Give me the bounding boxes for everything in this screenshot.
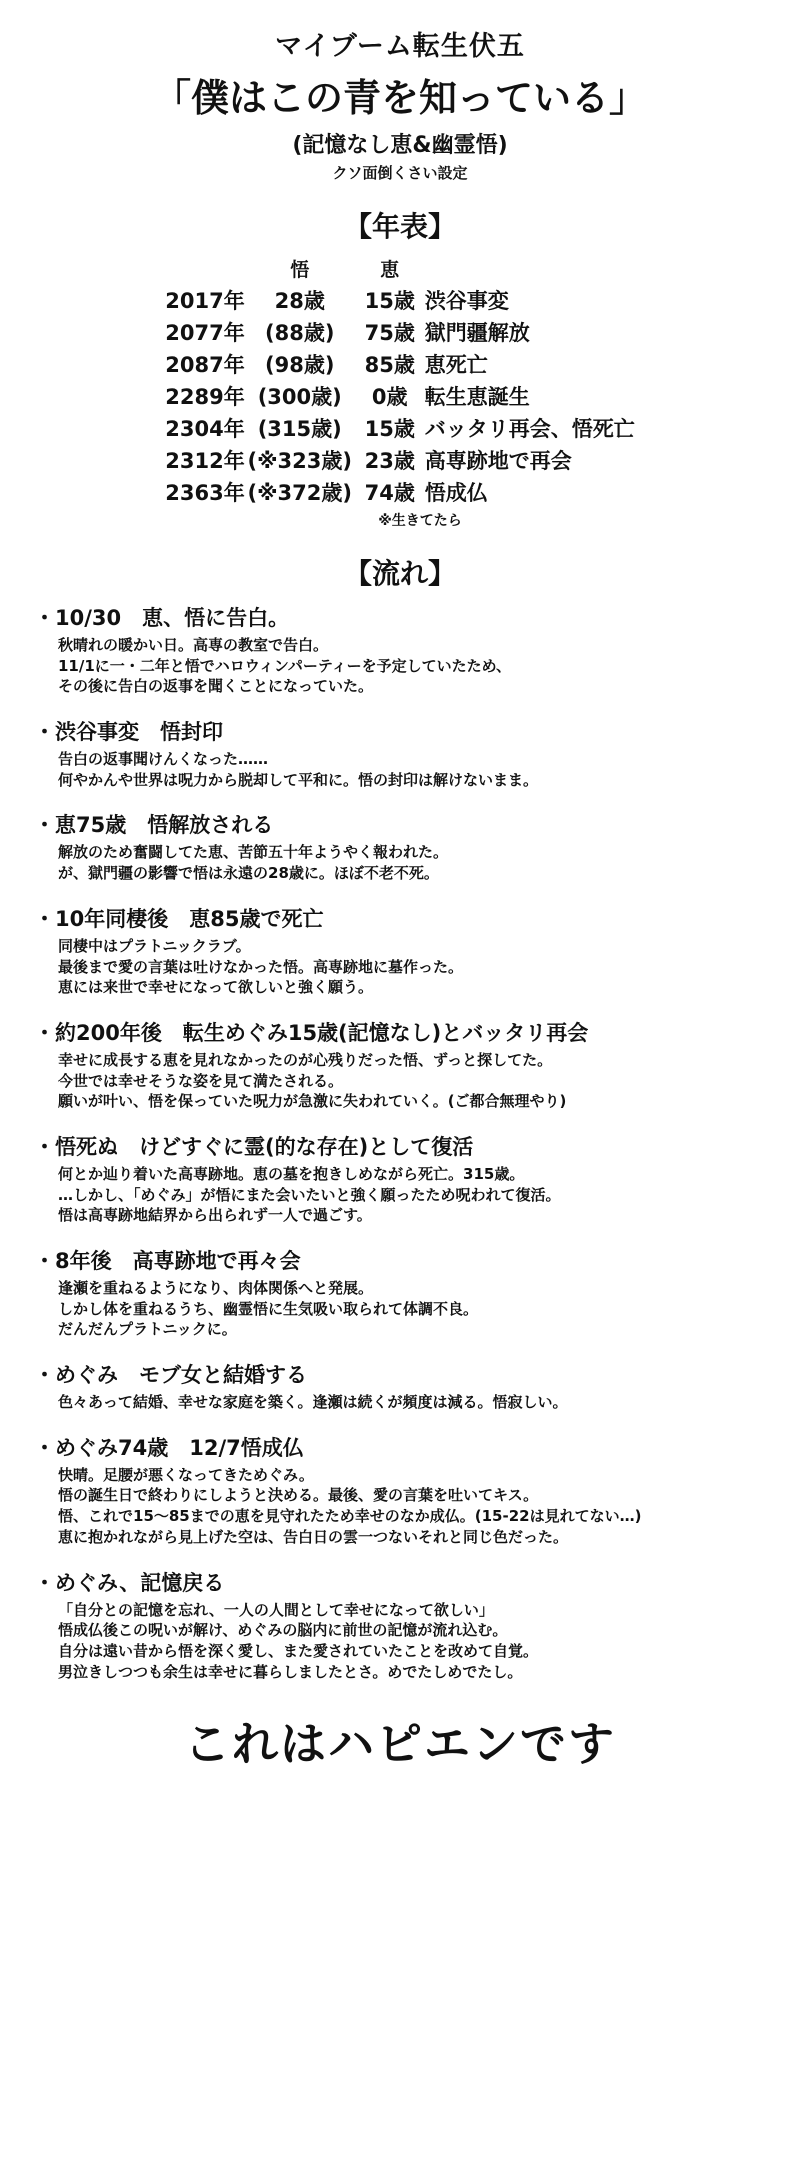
timeline-megumi-age: 75歳 bbox=[364, 321, 415, 345]
flow-entry-line: 告白の返事聞けんくなった…… bbox=[58, 750, 269, 769]
flow-entry-line: が、獄門疆の影響で悟は永遠の28歳に。ほぼ不老不死。 bbox=[58, 864, 439, 883]
flow-entry-heading: ・めぐみ74歳 12/7悟成仏 bbox=[34, 1435, 304, 1460]
flow-entry-heading: ・8年後 高専跡地で再々会 bbox=[34, 1249, 301, 1273]
flow-entry-line: 悟は高専跡地結界から出られず一人で過ごす。 bbox=[58, 1206, 372, 1225]
flow-entry-line: 解放のため奮闘してた恵、苦節五十年ようやく報われた。 bbox=[58, 843, 449, 862]
flow-entry-body bbox=[28, 1278, 772, 1340]
flow-entry-line: 悟成仏後この呪いが解け、めぐみの脳内に前世の記憶が流れ込む。 bbox=[58, 1621, 508, 1640]
timeline-megumi-age: 74歳 bbox=[364, 481, 415, 505]
timeline-year: 2304年 bbox=[165, 417, 245, 441]
timeline-wrapper bbox=[28, 255, 772, 508]
header-subtitle: マイブーム転生伏五 bbox=[275, 31, 525, 62]
timeline-body bbox=[165, 284, 634, 508]
table-row bbox=[165, 412, 634, 444]
timeline-col-year-header bbox=[165, 255, 244, 284]
table-row bbox=[165, 348, 634, 380]
timeline-megumi-age: 23歳 bbox=[364, 449, 415, 473]
flow-entry-line: 男泣きしつつも余生は幸せに暮らしましたとさ。めでたしめでたし。 bbox=[58, 1662, 523, 1681]
flow-entry-line: その後に告白の返事を聞くことになっていた。 bbox=[58, 677, 374, 696]
timeline-head bbox=[165, 255, 634, 284]
list-item bbox=[28, 1017, 772, 1112]
list-item bbox=[28, 903, 772, 998]
table-row bbox=[165, 316, 634, 348]
flow-entry-line: 悟の誕生日で終わりにしようと決める。最後、愛の言葉を吐いてキス。 bbox=[58, 1486, 539, 1505]
flow-entry-body bbox=[28, 749, 772, 790]
flow-entry-body bbox=[28, 1164, 772, 1226]
flow-entry-heading: ・10年同棲後 恵85歳で死亡 bbox=[34, 906, 324, 931]
flow-entry-body bbox=[28, 936, 772, 998]
flow-entry-line: 快晴。足腰が悪くなってきためぐみ。 bbox=[58, 1465, 314, 1484]
timeline-footnote: ※生きてたら bbox=[378, 513, 462, 529]
timeline-satoru-age: (315歳) bbox=[257, 417, 342, 441]
table-row bbox=[165, 380, 634, 412]
flow-entry-line: 幸せに成長する恵を見れなかったのが心残りだった悟、ずっと探してた。 bbox=[58, 1050, 553, 1069]
timeline-event: 恵死亡 bbox=[424, 353, 488, 377]
timeline-megumi-age: 85歳 bbox=[364, 353, 415, 377]
flow-entry-line: 色々あって結婚、幸せな家庭を築く。逢瀬は続くが頻度は減る。悟寂しい。 bbox=[58, 1393, 568, 1412]
list-item bbox=[28, 1567, 772, 1683]
timeline-satoru-age: (※323歳) bbox=[247, 449, 352, 473]
flow-entry-heading: ・渋谷事変 悟封印 bbox=[34, 720, 223, 745]
timeline-section-title: 【年表】 bbox=[343, 210, 456, 243]
flow-entry-heading: ・10/30 恵、悟に告白。 bbox=[34, 606, 290, 630]
list-item bbox=[28, 602, 772, 697]
flow-entry-heading: ・約200年後 転生めぐみ15歳(記憶なし)とバッタリ再会 bbox=[34, 1020, 589, 1045]
timeline-col-event-header bbox=[425, 255, 635, 284]
timeline-satoru-age: (300歳) bbox=[257, 385, 342, 409]
table-row bbox=[165, 284, 634, 316]
flow-entry-heading: ・悟死ぬ けどすぐに霊(的な存在)として復活 bbox=[34, 1134, 474, 1159]
timeline-satoru-age: 28歳 bbox=[274, 289, 325, 313]
timeline-megumi-age: 15歳 bbox=[364, 417, 415, 441]
timeline-event: 獄門疆解放 bbox=[424, 321, 530, 345]
list-item bbox=[28, 1359, 772, 1413]
list-item bbox=[28, 1432, 772, 1548]
flow-entry-line: 同棲中はプラトニックラブ。 bbox=[58, 936, 251, 955]
timeline-col-satoru-header: 悟 bbox=[290, 259, 310, 281]
timeline-year: 2077年 bbox=[165, 321, 245, 345]
timeline-event: 悟成仏 bbox=[424, 481, 488, 505]
flow-entry-line: 今世では幸せそうな姿を見て満たされる。 bbox=[58, 1071, 344, 1090]
flow-entry-body bbox=[28, 1050, 772, 1112]
timeline-col-megumi-header: 恵 bbox=[380, 259, 400, 281]
table-row bbox=[165, 476, 634, 508]
header-characters: (記憶なし恵&幽霊悟) bbox=[292, 133, 508, 158]
header-note: クソ面倒くさい設定 bbox=[332, 164, 468, 182]
timeline-megumi-age: 0歳 bbox=[371, 385, 408, 409]
timeline-year: 2289年 bbox=[165, 385, 245, 409]
timeline-year: 2363年 bbox=[165, 481, 245, 505]
list-item bbox=[28, 1131, 772, 1226]
list-item bbox=[28, 1245, 772, 1340]
timeline-year: 2017年 bbox=[165, 289, 245, 313]
flow-entry-line: 最後まで愛の言葉は吐けなかった悟。高専跡地に墓作った。 bbox=[58, 957, 464, 976]
flow-entry-body bbox=[28, 1600, 772, 1683]
flow-entry-line: 自分は遠い昔から悟を深く愛し、また愛されていたことを改めて自覚。 bbox=[58, 1641, 539, 1660]
flow-entry-body bbox=[28, 1465, 772, 1548]
flow-section-title: 【流れ】 bbox=[343, 557, 456, 590]
timeline-header-row bbox=[165, 255, 634, 284]
flow-entry-line: 逢瀬を重ねるようになり、肉体関係へと発展。 bbox=[58, 1279, 374, 1297]
flow-entry-line: 恵に抱かれながら見上げた空は、告白日の雲一つないそれと同じ色だった。 bbox=[58, 1527, 569, 1546]
timeline-satoru-age: (98歳) bbox=[265, 353, 335, 377]
flow-entry-body bbox=[28, 1392, 772, 1413]
flow-entry-line: だんだんプラトニックに。 bbox=[58, 1320, 237, 1339]
flow-entry-line: しかし体を重ねるうち、幽霊悟に生気吸い取られて体調不良。 bbox=[58, 1299, 479, 1318]
flow-entry-line: 「自分との記憶を忘れ、一人の人間として幸せになって欲しい」 bbox=[58, 1600, 494, 1619]
timeline-event: 渋谷事変 bbox=[424, 289, 509, 313]
flow-entry-line: 11/1に一・二年と悟でハロウィンパーティーを予定していたため、 bbox=[58, 656, 512, 675]
flow-list bbox=[28, 602, 772, 1682]
flow-entry-line: 何やかんや世界は呪力から脱却して平和に。悟の封印は解けないまま。 bbox=[58, 770, 539, 789]
timeline-satoru-age: (※372歳) bbox=[247, 481, 352, 505]
document-header bbox=[28, 24, 772, 183]
list-item bbox=[28, 809, 772, 883]
timeline-megumi-age: 15歳 bbox=[364, 289, 415, 313]
flow-entry-body bbox=[28, 635, 772, 697]
flow-entry-heading: ・めぐみ モブ女と結婚する bbox=[34, 1363, 307, 1388]
timeline-event: 高専跡地で再会 bbox=[424, 449, 572, 473]
timeline-year: 2087年 bbox=[165, 353, 245, 377]
flow-entry-heading: ・恵75歳 悟解放される bbox=[34, 813, 274, 838]
timeline-year: 2312年 bbox=[165, 449, 245, 473]
footer-text: これはハピエンです bbox=[184, 1717, 616, 1772]
timeline-table bbox=[165, 255, 634, 508]
flow-entry-line: 願いが叶い、悟を保っていた呪力が急激に失われていく。(ご都合無理やり) bbox=[58, 1092, 567, 1111]
page-title: 「僕はこの青を知っている」 bbox=[152, 76, 647, 120]
flow-entry-line: …しかし、「めぐみ」が悟にまた会いたいと強く願ったため呪われて復活。 bbox=[58, 1185, 561, 1204]
flow-entry-line: 恵には来世で幸せになって欲しいと強く願う。 bbox=[58, 978, 374, 997]
list-item bbox=[28, 716, 772, 790]
flow-entry-line: 悟、これで15〜85までの恵を見守れたため幸せのなか成仏。(15-22は見れてない…) bbox=[58, 1507, 642, 1526]
flow-entry-heading: ・めぐみ、記憶戻る bbox=[34, 1570, 225, 1595]
timeline-satoru-age: (88歳) bbox=[265, 321, 335, 345]
flow-entry-body bbox=[28, 842, 772, 883]
flow-entry-line: 何とか辿り着いた高専跡地。恵の墓を抱きしめながら死亡。315歳。 bbox=[58, 1164, 525, 1183]
flow-entry-line: 秋晴れの暖かい日。高専の教室で告白。 bbox=[58, 636, 329, 654]
timeline-event: バッタリ再会、悟死亡 bbox=[424, 417, 635, 441]
table-row bbox=[165, 444, 634, 476]
timeline-event: 転生恵誕生 bbox=[424, 385, 530, 409]
